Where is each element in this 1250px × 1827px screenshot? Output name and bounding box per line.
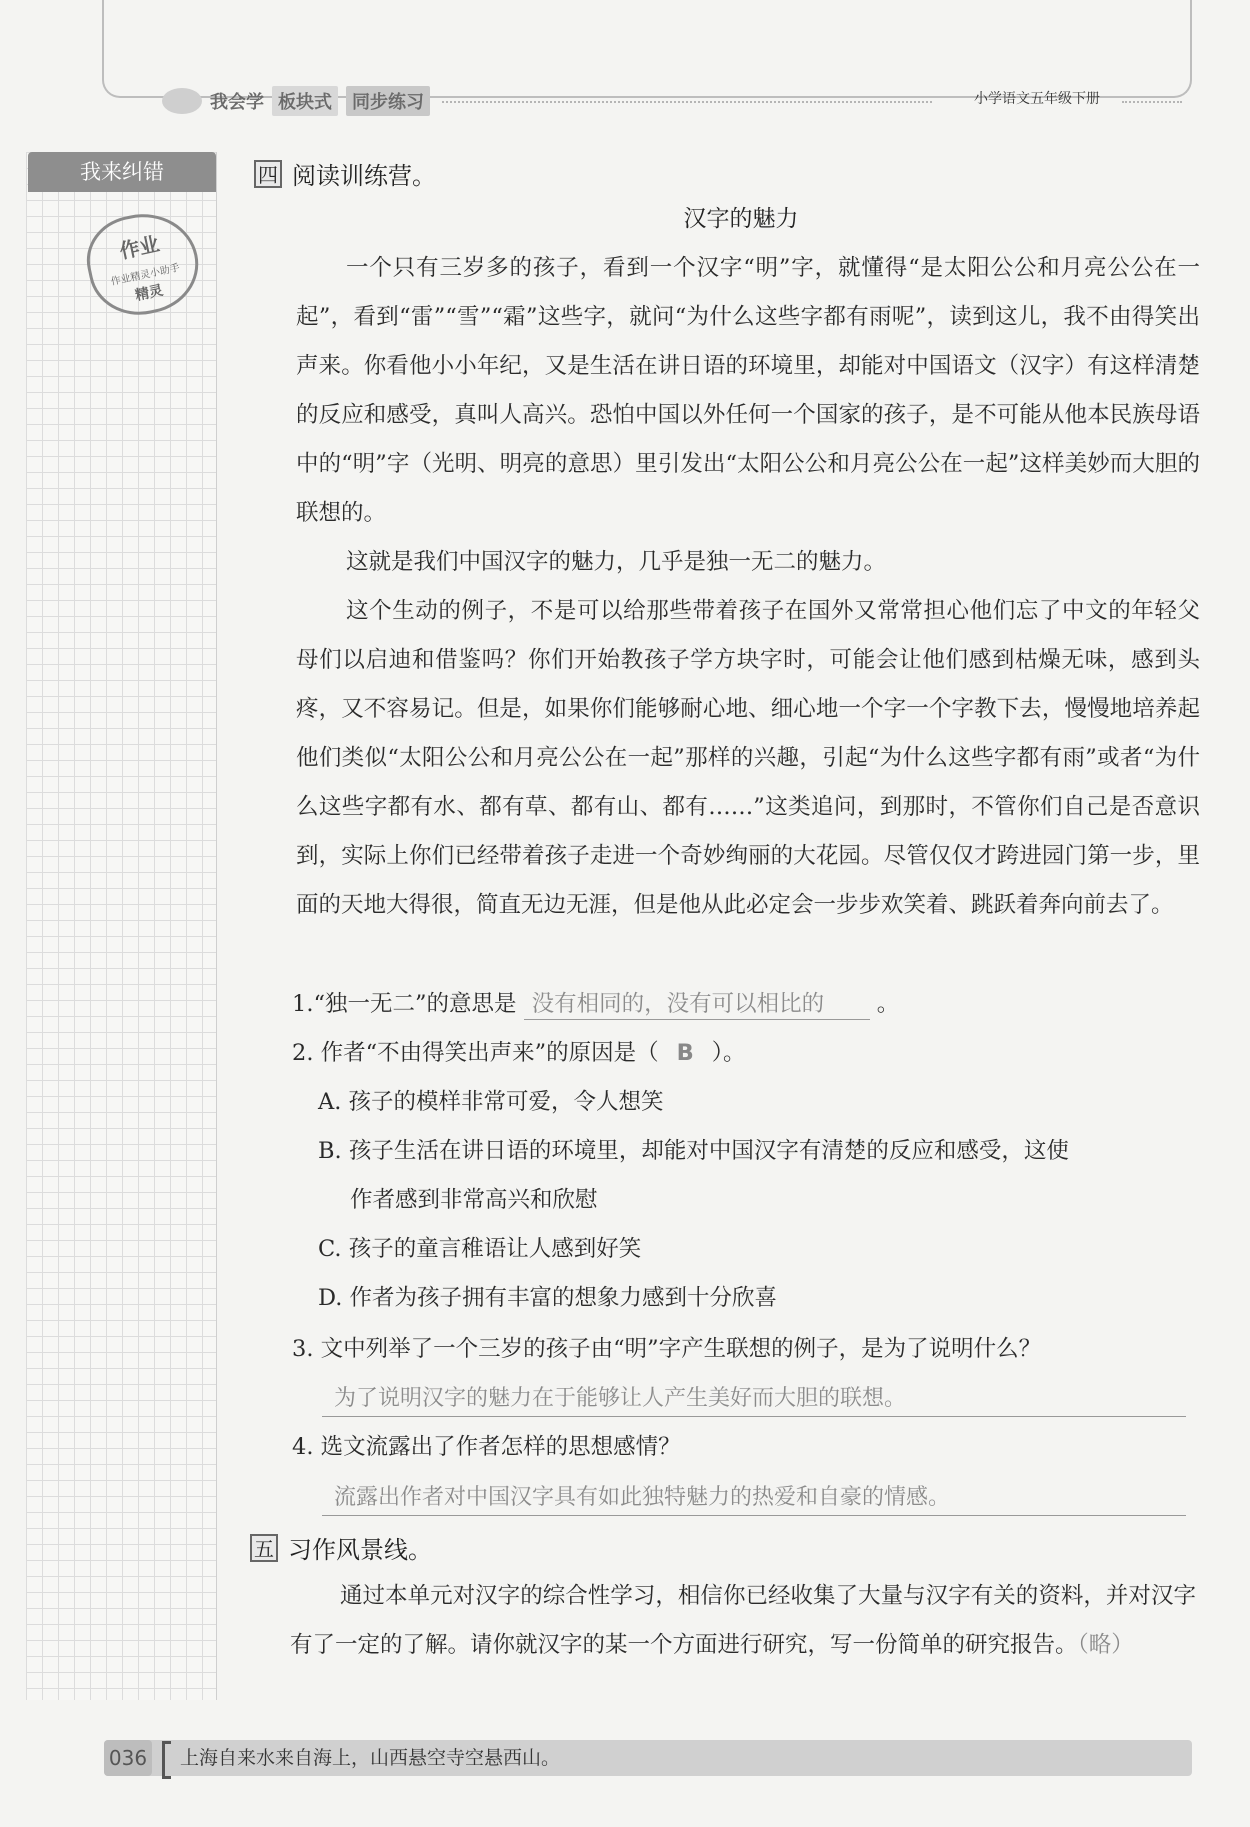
section-5-number: 五 xyxy=(250,1534,278,1562)
section-4-number: 四 xyxy=(254,160,282,188)
question-3-answer: 为了说明汉字的魅力在于能够让人产生美好而大胆的联想。 xyxy=(322,1381,1186,1417)
brand xyxy=(162,86,430,116)
brand-tag-2: 同步练习 xyxy=(346,86,430,116)
book-title: 小学语文五年级下册 xyxy=(974,91,1100,107)
option-c: C. 孩子的童言稚语让人感到好笑 xyxy=(318,1236,642,1262)
section-4-title: 阅读训练营。 xyxy=(292,162,436,190)
question-4-answer: 流露出作者对中国汉字具有如此独特魅力的热爱和自豪的情感。 xyxy=(322,1480,1186,1516)
stamp-line-3: 精灵 xyxy=(133,282,165,305)
option-b: B. 孩子生活在讲日语的环境里，却能对中国汉字有清楚的反应和感受，这使 xyxy=(318,1138,1069,1164)
footer-text: 上海自来水来自海上，山西悬空寺空悬西山。 xyxy=(180,1747,561,1769)
header-dotted-line-end xyxy=(1122,101,1182,103)
brand-tag: 板块式 xyxy=(272,86,338,116)
option-d: D. 作者为孩子拥有丰富的想象力感到十分欣喜 xyxy=(318,1285,778,1311)
question-4-text: 4. 选文流露出了作者怎样的思想感情？ xyxy=(292,1434,681,1460)
header-dotted-line xyxy=(442,101,932,103)
page-header xyxy=(102,82,1192,120)
question-1-answer: 没有相同的，没有可以相比的 xyxy=(524,989,870,1020)
brand-logo-icon xyxy=(162,88,202,114)
sidebar-tab: 我来纠错 xyxy=(28,152,216,192)
section-4-heading xyxy=(254,156,436,191)
section-5-text: 通过本单元对汉字的综合性学习，相信你已经收集了大量与汉字有关的资料，并对汉字有了一定的了解。请你就汉字的某一个方面进行研究，写一份简单的研究报告。 xyxy=(290,1583,1196,1658)
question-2 xyxy=(292,1038,1202,1068)
question-1-text: 1.“独一无二”的意思是 xyxy=(292,991,517,1017)
article-paragraph-1: 一个只有三岁多的孩子，看到一个汉字“明”字，就懂得“是太阳公公和月亮公公在一起”，看到“雷”“雪”“霜”这些字，就问“为什么这些字都有雨呢”，读到这儿，我不由得笑出声来。你看他小小年纪，又是生活在讲日语的环境里，却能对中国语文（汉字）有这样清楚的反应和感受，真叫人高兴。恐怕中国以外任何一个国家的孩子，是不可能从他本民族母语中的“明”字（光明、明亮的意思）里引发出“太阳公公和月亮公公在一起”这样美妙而大胆的联想的。 xyxy=(296,255,1200,526)
question-2-answer: B xyxy=(676,1040,694,1066)
section-5-answer: （略） xyxy=(1077,1632,1134,1658)
stamp-line-1: 作业 xyxy=(117,231,162,264)
question-3-text: 3. 文中列举了一个三岁的孩子由“明”字产生联想的例子，是为了说明什么？ xyxy=(292,1336,1042,1362)
sidebar-grid xyxy=(26,152,217,1700)
article-paragraph-3: 这个生动的例子，不是可以给那些带着孩子在国外又常常担心他们忘了中文的年轻父母们以启迪和借鉴吗？你们开始教孩子学方块字时，可能会让他们感到枯燥无味，感到头疼，又不容易记。但是，如果你们能够耐心地、细心地一个字一个字教下去，慢慢地培养起他们类似“太阳公公和月亮公公在一起”那样的兴趣，引起“为什么这些字都有雨”或者“为什么这些字都有水、都有草、都有山、都有……”这类追问，到那时，不管你们自己是否意识到，实际上你们已经带着孩子走进一个奇妙绚丽的大花园。尽管仅仅才跨进园门第一步，里面的天地大得很，简直无边无涯，但是他从此必定会一步步欢笑着、跳跃着奔向前去了。 xyxy=(296,598,1200,918)
section-5-heading xyxy=(250,1530,432,1565)
footer-bracket xyxy=(162,1741,171,1779)
page-number: 036 xyxy=(104,1740,152,1776)
option-a: A. 孩子的模样非常可爱，令人想笑 xyxy=(318,1089,664,1115)
section-5-title: 习作风景线。 xyxy=(288,1536,432,1564)
article-paragraph-2: 这就是我们中国汉字的魅力，几乎是独一无二的魅力。 xyxy=(346,549,887,575)
question-1 xyxy=(292,989,1202,1020)
question-1-end: 。 xyxy=(876,991,900,1017)
question-2-end: ）。 xyxy=(711,1040,746,1066)
brand-name: 我会学 xyxy=(210,92,264,113)
stamp-line-2: 作业精灵小助手 xyxy=(110,262,181,288)
article-title: 汉字的魅力 xyxy=(683,206,799,232)
option-b-continued: 作者感到非常高兴和欣慰 xyxy=(350,1187,598,1213)
question-2-text: 2. 作者“不由得笑出声来”的原因是（ xyxy=(292,1040,659,1066)
section-5-paragraph xyxy=(290,1572,1196,1670)
